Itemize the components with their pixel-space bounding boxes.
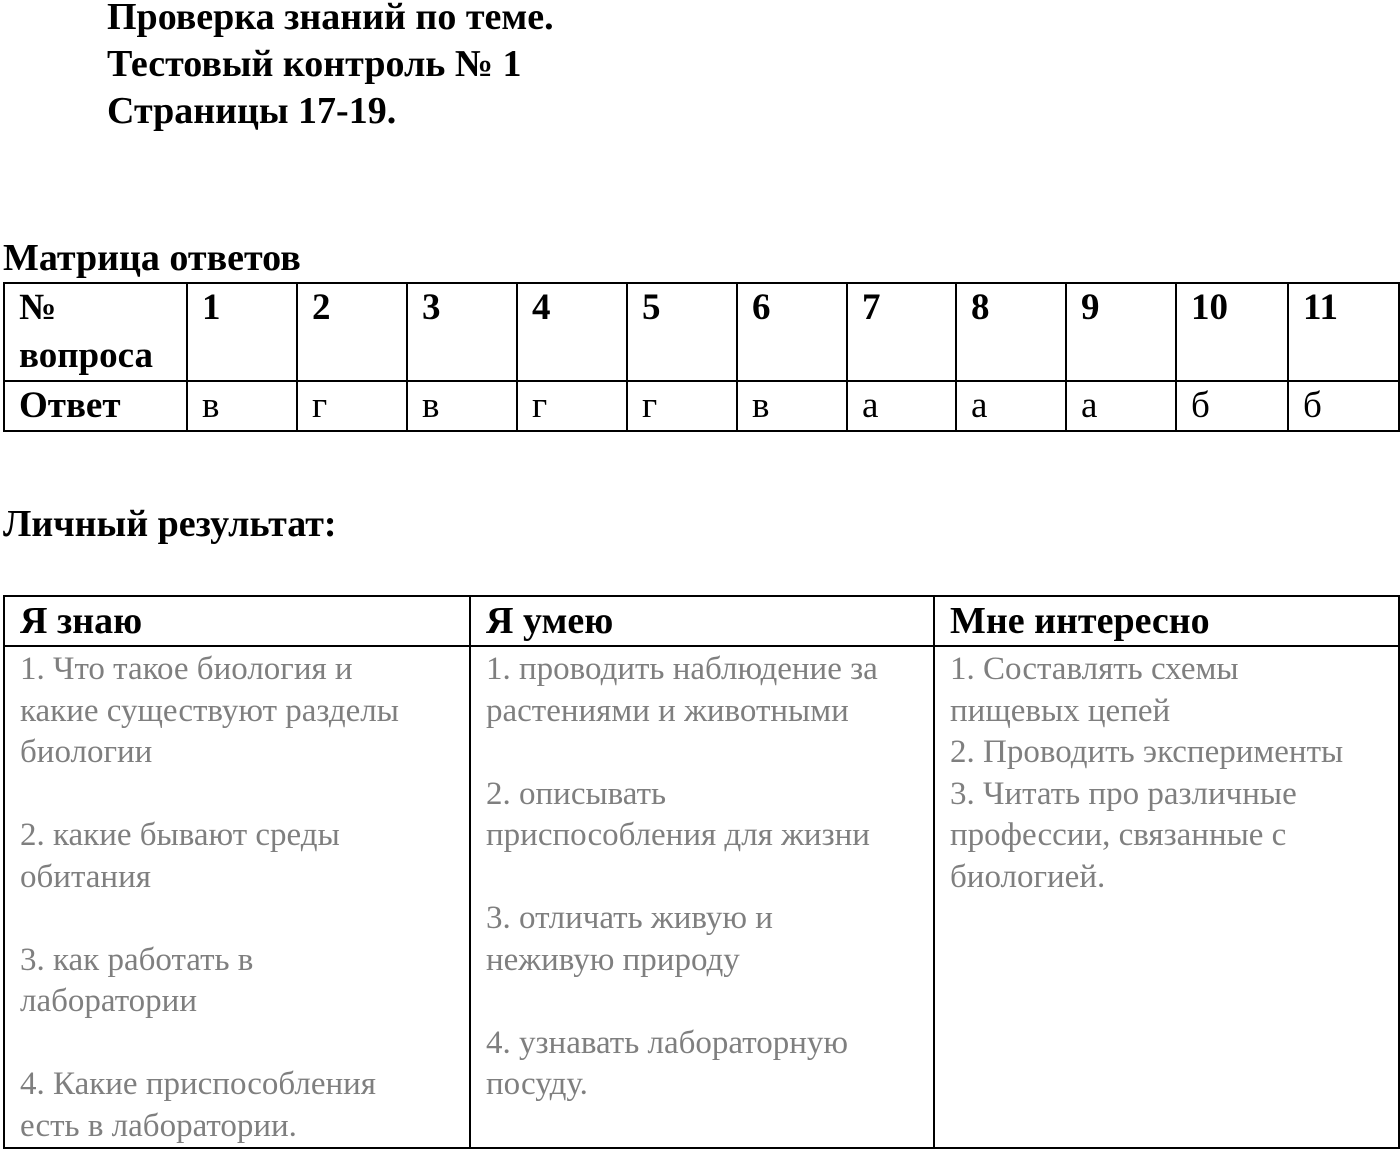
personal-content-row: [4, 646, 1399, 1148]
question-number-label: № вопроса: [4, 283, 187, 381]
answer-matrix-table: [3, 282, 1400, 432]
question-number-cell: 1: [187, 283, 297, 381]
question-number-cell: 7: [847, 283, 956, 381]
list-item: 4. Какие приспособления есть в лаборатории.: [20, 1066, 376, 1144]
list-item: 1. Составлять схемы пищевых цепей: [950, 651, 1239, 729]
header-i-know: Я знаю: [4, 596, 470, 646]
personal-header-row: [4, 596, 1399, 646]
page-heading: [107, 0, 554, 135]
heading-test-number: Тестовый контроль № 1: [107, 43, 522, 85]
list-item: 3. Читать про различные профессии, связанные с биологией.: [950, 775, 1297, 895]
answer-cell: в: [187, 381, 297, 431]
list-item: 2. описывать приспособления для жизни: [486, 775, 870, 853]
answer-cell: г: [627, 381, 737, 431]
personal-result-table: [3, 595, 1400, 1149]
answer-matrix-title: Матрица ответов: [3, 237, 301, 279]
answer-cell: б: [1176, 381, 1288, 431]
answer-cell: в: [407, 381, 517, 431]
answer-cell: г: [517, 381, 627, 431]
question-number-cell: 2: [297, 283, 407, 381]
question-number-cell: 11: [1288, 283, 1399, 381]
heading-topic: Проверка знаний по теме.: [107, 0, 554, 38]
answer-cell: б: [1288, 381, 1399, 431]
list-item: 1. проводить наблюдение за растениями и животными: [486, 651, 878, 729]
question-number-cell: 10: [1176, 283, 1288, 381]
question-number-cell: 6: [737, 283, 847, 381]
question-number-cell: 4: [517, 283, 627, 381]
answer-cell: г: [297, 381, 407, 431]
personal-result-title: Личный результат:: [3, 503, 337, 545]
list-item: 3. отличать живую и неживую природу: [486, 900, 773, 978]
heading-pages: Страницы 17-19.: [107, 90, 397, 132]
question-number-cell: 9: [1066, 283, 1176, 381]
list-item: 2. какие бывают среды обитания: [20, 817, 340, 895]
i-can-cell: [470, 646, 934, 1148]
question-number-cell: 3: [407, 283, 517, 381]
i-know-cell: [4, 646, 470, 1148]
answer-cell: в: [737, 381, 847, 431]
list-item: 3. как работать в лаборатории: [20, 941, 254, 1019]
answer-cell: а: [956, 381, 1066, 431]
list-item: 4. узнавать лабораторную посуду.: [486, 1024, 849, 1102]
header-i-can: Я умею: [470, 596, 934, 646]
interesting-cell: [934, 646, 1399, 1148]
answer-row: [4, 381, 1399, 431]
list-item: 2. Проводить эксперименты: [950, 734, 1344, 770]
header-interesting: Мне интересно: [934, 596, 1399, 646]
question-number-cell: 5: [627, 283, 737, 381]
question-number-row: [4, 283, 1399, 381]
list-item: 1. Что такое биология и какие существуют разделы биологии: [20, 651, 399, 770]
answer-cell: а: [847, 381, 956, 431]
answer-cell: а: [1066, 381, 1176, 431]
answer-label: Ответ: [4, 381, 187, 431]
question-number-cell: 8: [956, 283, 1066, 381]
